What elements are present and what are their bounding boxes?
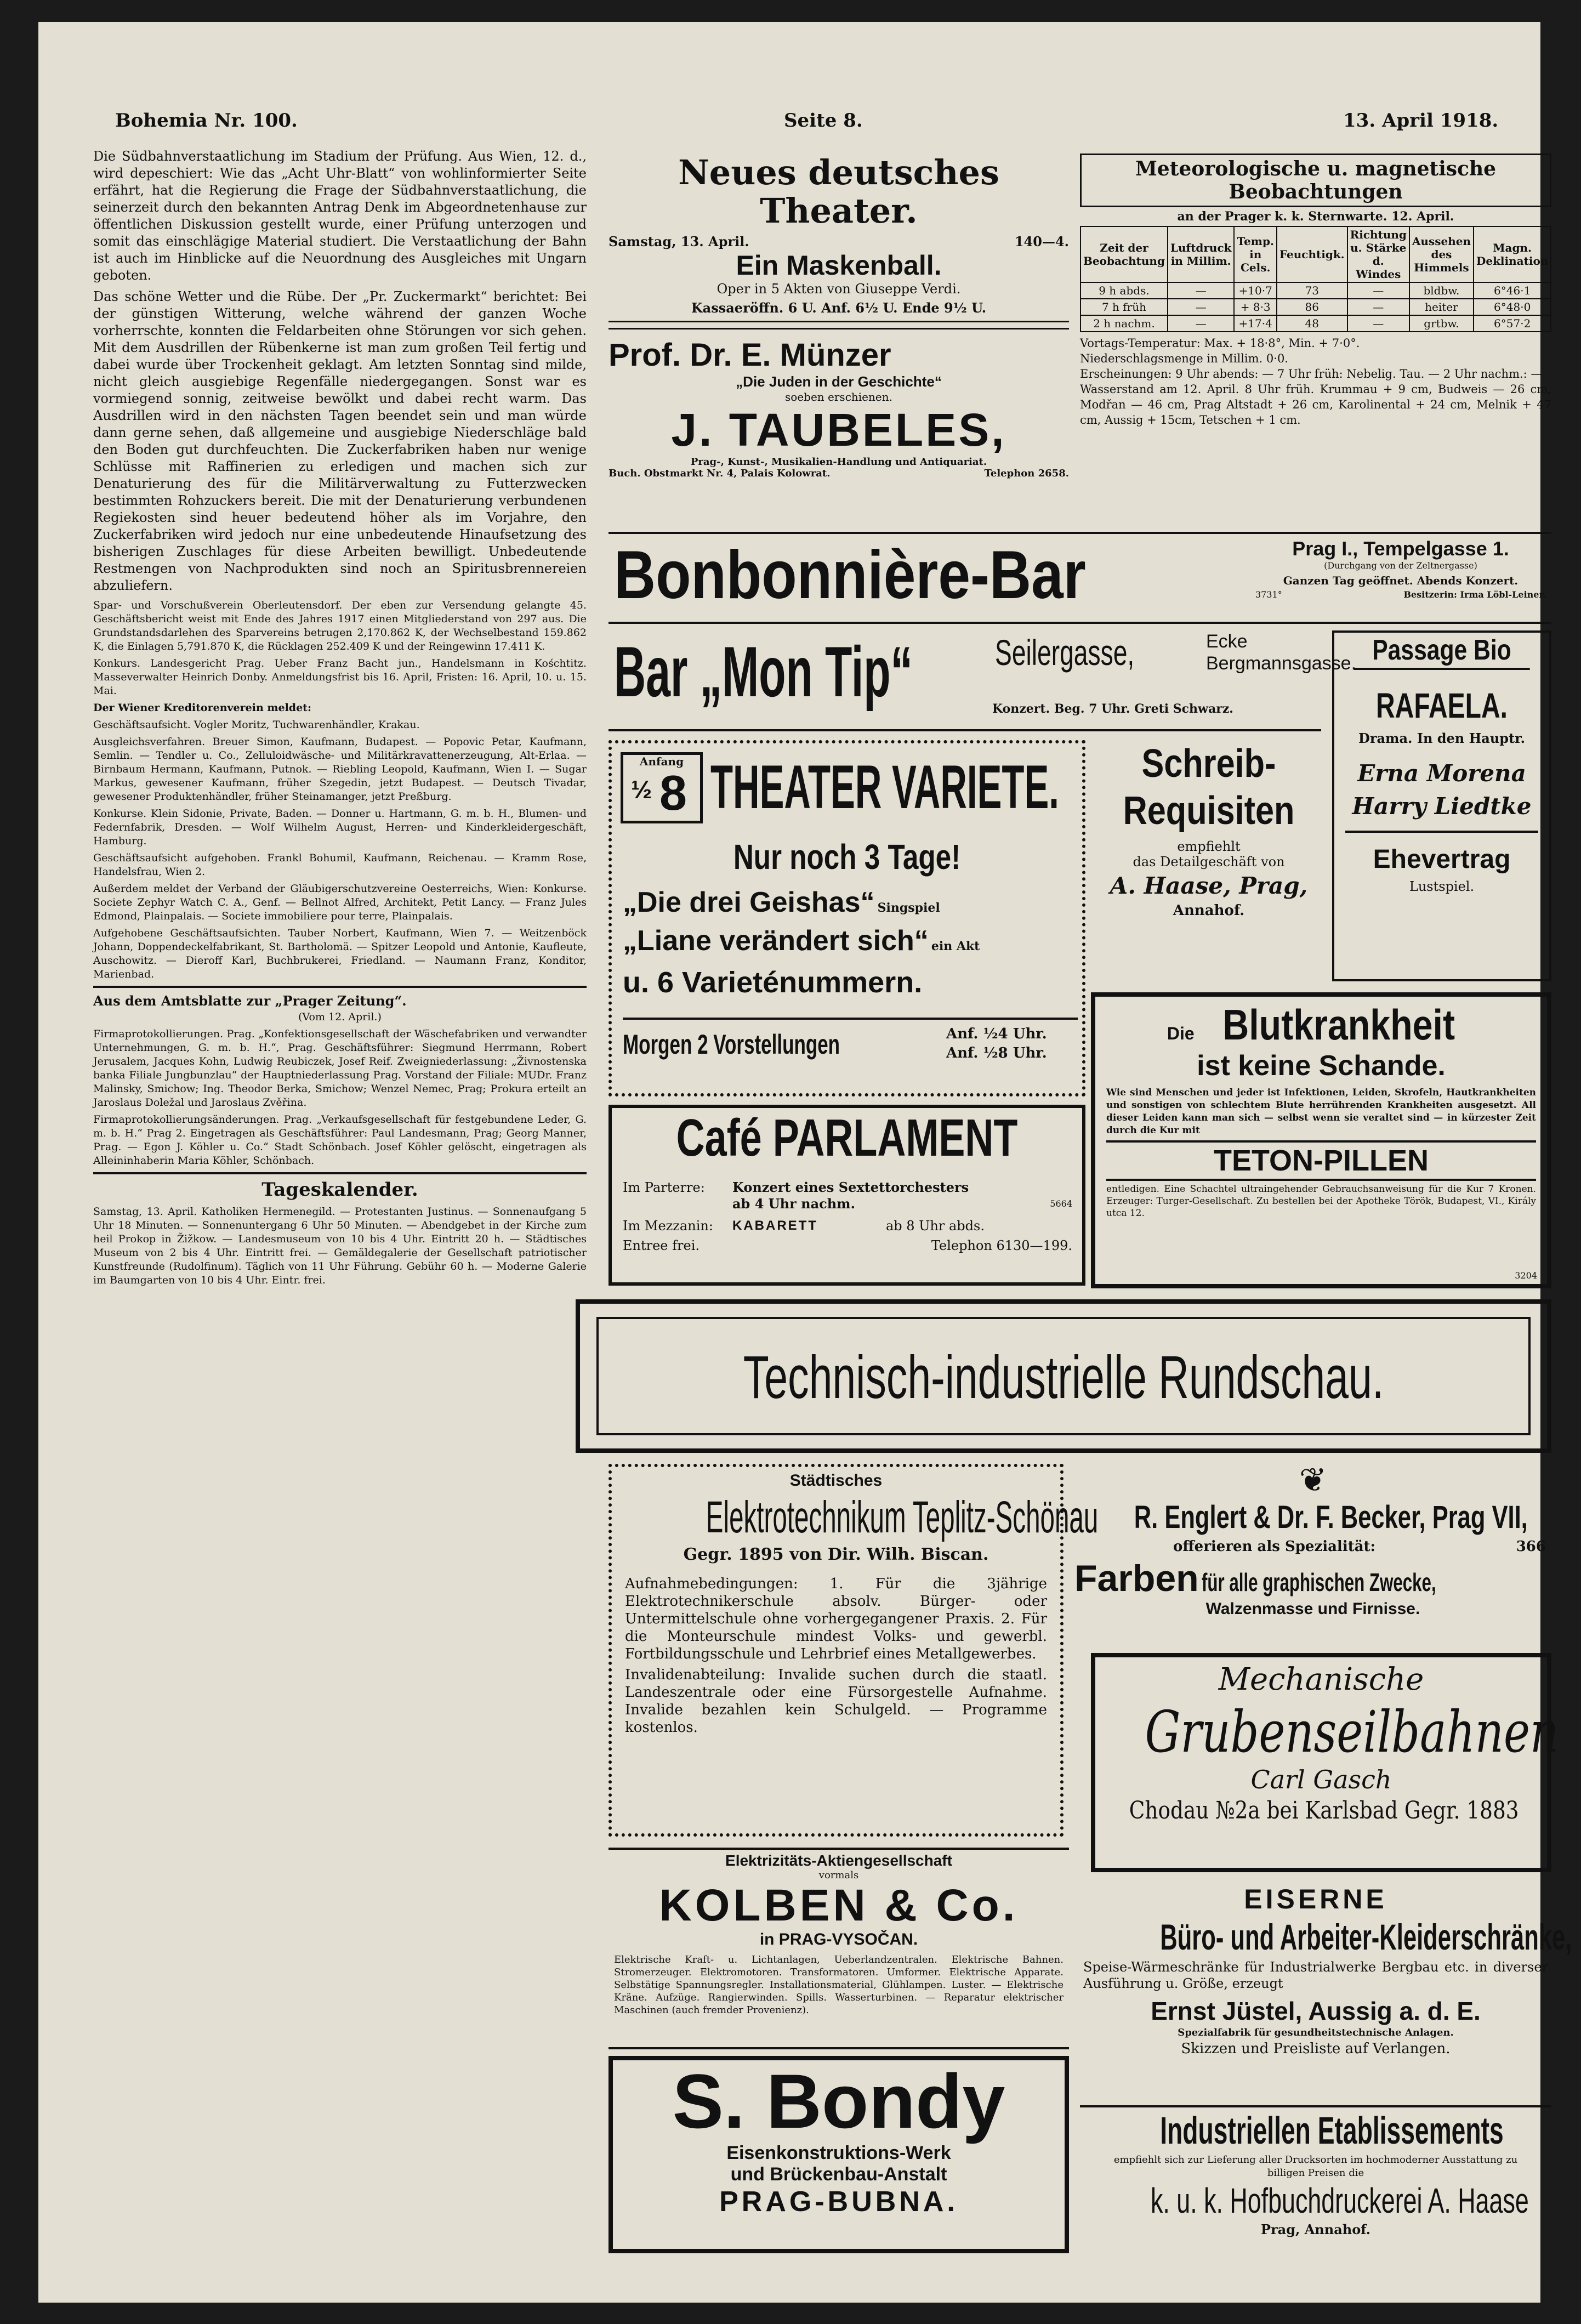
article-p8: Konkurse. Klein Sidonie, Private, Baden. — Donner u. Hartmann, G. m. b. H., Blumen- und Federnfabrik, Dresden. — Wolf Wilhelm August, Herren- und Kinderkleidergeschäft, Hamburg. [93, 808, 587, 847]
section-heading-amtsblatt: Aus dem Amtsblatte zur „Prager Zeitung“. [93, 993, 407, 1009]
table-cell: — [1347, 315, 1409, 332]
meteo-col-header: Zeit der Beobachtung [1080, 226, 1168, 282]
schreib-rec: empfiehlt [1177, 839, 1241, 854]
article-p4: Konkurs. Landesgericht Prag. Ueber Franz Bacht jun., Handelsmann in Kośchtitz. Masseverwalter Heinrich Donby. Anmeldungsfrist bis 16. April, Fristen: 16. April, 10. u. 15. Mai. [93, 657, 587, 697]
elektro-body2: Invalidenabteilung: Invalide suchen durch die staatl. Landeszentrale oder eine Fürsorgestelle Aufnahme. Invalide bezahlen kein Schulgeld. — Programme kostenlos. [625, 1667, 1047, 1736]
ad-blutkrankheit [1091, 992, 1551, 1288]
parlament-name: Café PARLAMENT [676, 1109, 1018, 1167]
bonbonniere-address: Prag I., Tempelgasse 1. [1292, 537, 1509, 560]
table-cell: 86 [1277, 299, 1347, 315]
gruben-address: Chodau №2a bei Karlsbad Gegr. 1883 [1129, 1797, 1519, 1825]
meteo-col-header: Magn. Deklination [1474, 226, 1551, 282]
table-cell: — [1168, 315, 1235, 332]
passage-genre: Drama. In den Hauptr. [1358, 730, 1525, 746]
article-p14: Samstag, 13. April. Katholiken Hermenegild. — Protestanten Justinus. — Sonnenaufgang 5 Uhr 18 Minuten. — Sonnenuntergang 6 Uhr 50 Minuten. — Abendgebet in der Kirche zum heil Prokop in Žižkow. — Landesmuseum von 10 bis 4 Uhr. Eintritt 20 h. — Städtisches Museum von 2 bis 4 Uhr. Eintritt frei. — Gemäldegalerie der Gesellschaft patriotischer Kunstfreunde (Rudolfinum). Täglich von 11 Uhr Führung. Gebühr 60 h. — Moderne Galerie im Baumgarten von 10 bis 4 Uhr. Eintr. frei. [93, 1206, 587, 1286]
eiserne-foot: Skizzen und Preisliste auf Verlangen. [1181, 2041, 1451, 2057]
table-cell: 2 h nachm. [1080, 315, 1168, 332]
meteo-note: Niederschlagsmenge in Millim. 0·0. [1080, 352, 1288, 365]
meteo-note: Wasserstand am 12. April. 8 Uhr früh. Krummau + 9 cm, Budweis — 26 cm, Modřan — 46 cm, Prag Altstadt + 26 cm, Karolinental + 24 cm, Melnik + 47 cm, Aussig + 15cm, Tetschen + 1 cm. [1080, 383, 1551, 427]
bondy-place: PRAG-BUBNA. [719, 2186, 958, 2218]
ad-englert [1074, 1461, 1551, 1645]
article-p9: Geschäftsaufsicht aufgehoben. Frankl Bohumil, Kaufmann, Reichenau. — Kramm Rose, Handelsfrau, Wien 2. [93, 852, 587, 878]
kolben-pre: Elektrizitäts-Aktiengesellschaft [725, 1852, 952, 1869]
theater-play: Ein Maskenball. [736, 250, 942, 281]
englert-offer: offerieren als Spezialität: [1173, 1538, 1376, 1555]
theater-title: Neues deutsches Theater. [678, 152, 999, 231]
blut-text1: Wie sind Menschen und jeder ist Infektionen, Leiden, Skrofeln, Hautkrankheiten und sonstigen von schlechtem Blute herrührenden Krankheiten ausgesetzt. All dieser Leiden kann man sich — selbst wenn sie veraltet sind — in kürzester Zeit durch die Kur mit [1106, 1087, 1536, 1136]
table-cell: grtbw. [1409, 315, 1474, 332]
haase-name: k. u. k. Hofbuchdruckerei A. Haase [1151, 2181, 1529, 2220]
meteo-col-header: Luftdruck in Millim. [1168, 226, 1235, 282]
parlament-row1-time: ab 4 Uhr nachm. [732, 1196, 855, 1212]
munzer-desc: Prag-, Kunst-, Musikalien-Handlung und Antiquariat. [690, 456, 987, 468]
meteo-title: Meteorologische u. magnetische Beobachtungen [1080, 154, 1551, 207]
englert-number: 366 [1516, 1538, 1546, 1555]
table-cell: — [1347, 282, 1409, 299]
passage-film2: Ehevertrag [1373, 845, 1511, 874]
englert-product2: Walzenmasse und Firnisse. [1205, 1600, 1420, 1618]
variete-time2: Anf. ½8 Uhr. [946, 1045, 1047, 1061]
bondy-name: S. Bondy [672, 2058, 1005, 2144]
bonbonniere-name: Bonbonnière-Bar [614, 537, 1086, 613]
montip-info: Konzert. Beg. 7 Uhr. Greti Schwarz. [992, 702, 1233, 716]
table-cell: 9 h abds. [1080, 282, 1168, 299]
theater-times: Kassaeröffn. 6 U. Anf. 6½ U. Ende 9½ U. [691, 300, 987, 316]
parlament-row1-text: Konzert eines Sextettorchesters [732, 1179, 969, 1195]
ad-variete [608, 740, 1085, 1096]
englert-product1b: für alle graphischen Zwecke, [1201, 1568, 1436, 1596]
elektro-pre: Städtisches [789, 1471, 883, 1490]
variete-time1: Anf. ½4 Uhr. [946, 1026, 1047, 1042]
eiserne-title2: Büro- und Arbeiter-Kleiderschränke, [1160, 1917, 1572, 1957]
table-row [1080, 282, 1551, 299]
meteo-note: Vortags-Temperatur: Max. + 18·8°, Min. + 7·0°. [1080, 337, 1360, 350]
ad-elektrotechnikum [608, 1464, 1099, 1837]
theater-number: 140—4. [1014, 234, 1069, 249]
bonbonniere-number: 3731° [1255, 589, 1282, 600]
parlament-telephone: Telephon 6130—199. [931, 1238, 1072, 1253]
table-row [1080, 315, 1551, 332]
variete-extra: u. 6 Varieténummern. [623, 966, 923, 999]
variete-run: Nur noch 3 Tage! [733, 837, 961, 877]
eiserne-title: EISERNE [1244, 1884, 1387, 1914]
table-cell: — [1168, 299, 1235, 315]
parlament-row2-label: Im Mezzanin: [623, 1218, 713, 1234]
ad-montip [608, 625, 1357, 731]
parlament-row3-text: Entree frei. [623, 1238, 699, 1253]
meteo-subtitle: an der Prager k. k. Sternwarte. 12. April. [1177, 209, 1454, 224]
variete-tomorrow: Morgen 2 Vorstellungen [623, 1029, 840, 1060]
ad-kolben [608, 1848, 1069, 2049]
bonbonniere-hours: Ganzen Tag geöffnet. Abends Konzert. [1283, 574, 1519, 587]
blut-number: 3204 [1515, 1270, 1537, 1281]
eiserne-name: Ernst Jüstel, Aussig a. d. E. [1151, 1997, 1481, 2025]
schreib-address: Annahof. [1173, 902, 1245, 919]
table-cell: bldbw. [1409, 282, 1474, 299]
ad-schreib [1091, 740, 1327, 981]
table-cell: — [1347, 299, 1409, 315]
theater-date: Samstag, 13. April. [608, 234, 749, 249]
bondy-line2: und Brückenbau-Anstalt [730, 2164, 947, 2185]
haase-body: empfiehlt sich zur Lieferung aller Drucksorten im hochmoderner Ausstattung zu billigen Preisen die [1113, 2154, 1518, 2179]
variete-show1: „Die drei Geishas“ [623, 887, 875, 918]
ad-bondy [608, 2056, 1069, 2253]
table-cell: heiter [1409, 299, 1474, 315]
ad-eiserne [1080, 1883, 1572, 2097]
divider [93, 986, 587, 988]
ad-bonbonniere [608, 532, 1551, 624]
schreib-title2: Requisiten [1123, 789, 1295, 833]
passage-title: Passage Bio [1353, 633, 1529, 670]
gruben-pre: Mechanische [1218, 1662, 1424, 1697]
haase-address: Prag, Annahof. [1260, 2221, 1371, 2237]
bondy-line1: Eisenkonstruktions-Werk [726, 2143, 951, 2163]
schreib-shop: das Detailgeschäft von [1133, 854, 1285, 870]
parlament-row1-number: 5664 [1050, 1198, 1072, 1209]
header-center: Seite 8. [784, 110, 863, 132]
elektro-title: Elektrotechnikum Teplitz-Schönau [706, 1492, 1099, 1542]
bonbonniere-owner: Besitzerin: Irma Löbl-Leiner. [1403, 589, 1546, 600]
article-p6: Geschäftsaufsicht. Vogler Moritz, Tuchwarenhändler, Krakau. [93, 719, 420, 731]
article-p5: Der Wiener Kreditorenverein meldet: [93, 702, 311, 714]
munzer-status: soeben erschienen. [785, 390, 892, 404]
article-column [93, 148, 587, 2264]
variete-anfang: Anfang [639, 755, 684, 768]
article-p12: Firmaprotokollierungen. Prag. „Konfektionsgesellschaft der Wäschefabriken und verwandter Unternehmungen, G. m. b. H.“, Prag. Geschäftsführer: Siegmund Herrmann, Robert Jerusalem, Jacques Kohn, Ludwig Reubiczek, Josef Reif. Zweigniederlassung: „Živnostenska banka Filiale Jungbunzlau“ der Hauptniederlassung Prag. Vorstand der Filiale: MUDr. Franz Malinsky, Smichow; Ing. Theodor Berka, Smichow; Wenzel Nemec, Prag; Prokura erteilt an Jaroslaus Doležal und Jaroslaus Zvěřina. [93, 1028, 587, 1109]
meteo-table [1080, 226, 1551, 332]
article-p7: Ausgleichsverfahren. Breuer Simon, Kaufmann, Budapest. — Popovic Petar, Kaufmann, Semlin. — Tendler u. Co., Zelluloidwäsche- und Militärkravattenerzeugung, Alt-Erlaa. — Birnbaum Hermann, Kaufmann, Putnok. — Riebling Leopold, Kaufmann, Wien I. — Sugar Markus, gewesener Kaufmann, früher Szegedin, jetzt Budapest. — Deutsch Tivadar, gewesener Produktenhändler, früher Steinamanger, jetzt Preßburg. [93, 736, 587, 803]
montip-name: Bar „Mon Tip“ [614, 632, 913, 712]
blut-subtitle: ist keine Schande. [1197, 1050, 1446, 1082]
section-heading-tageskalender: Tageskalender. [261, 1179, 418, 1201]
ad-technisch [576, 1299, 1551, 1453]
ad-parlament [608, 1105, 1085, 1286]
ad-munzer [608, 337, 1069, 513]
munzer-book: „Die Juden in der Geschichte“ [736, 373, 942, 390]
munzer-telephone: Telephon 2658. [984, 468, 1069, 479]
theater-subtitle: Oper in 5 Akten von Giuseppe Verdi. [716, 281, 961, 297]
ad-passage-bio [1332, 630, 1551, 981]
table-cell: — [1168, 282, 1235, 299]
table-cell: 73 [1277, 282, 1347, 299]
table-cell: +10·7 [1234, 282, 1276, 299]
meteo-notes [1080, 336, 1551, 428]
table-cell: + 8·3 [1234, 299, 1276, 315]
header-right: 13. April 1918. [1343, 110, 1499, 132]
munzer-address: Buch. Obstmarkt Nr. 4, Palais Kolowrat. [608, 468, 831, 479]
eiserne-spec: Spezialfabrik für gesundheitstechnische Anlagen. [1178, 2027, 1454, 2038]
eagle-icon: ❦ [1299, 1461, 1327, 1499]
passage-genre2: Lustspiel. [1409, 879, 1475, 894]
montip-street: Seilergasse, [995, 632, 1135, 673]
kolben-body: Elektrische Kraft- u. Lichtanlagen, Ueberlandzentralen. Elektrische Bahnen. Stromerzeuger. Elektromotoren. Transformatoren. Umformer. Elektrische Apparate. Selbstätige Spannungsregler. Installationsmaterial, Glühlampen. Luster. — Elektrische Kräne. Aufzüge. Rangierwinden. Spills. Wasserturbinen. — Reparatur elektrischer Maschinen (auch fremder Provenienz). [614, 1954, 1064, 2016]
gruben-name: Carl Gasch [1250, 1765, 1392, 1794]
article-p3: Spar- und Vorschußverein Oberleutensdorf. Der eben zur Versendung gelangte 45. Geschäftsbericht weist mit Ende des Jahres 1917 einen Mitgliederstand von 297 aus. Die Grundstandsdarlehen des Sparvereins betrugen 2,170.862 K, der Wechselbestand 159.862 K, die Einlagen 5,791.870 K, die Rücklagen 252.409 K und der Reingewinn 17.411 K. [93, 599, 587, 652]
header-left: Bohemia Nr. 100. [115, 110, 298, 132]
meteo-report [1080, 154, 1551, 526]
ad-grubenseilbahnen [1091, 1653, 1559, 1872]
article-p2: Das schöne Wetter und die Rübe. Der „Pr. Zuckermarkt“ berichtet: Bei der günstigen Witterung, welche während der ganzen Woche vorherrschte, konnten die Feldarbeiten ohne Störungen vor sich gehen. Mit dem Ausdrillen der Rübenkerne ist man zum großen Teil fertig und dabei wurde über Trockenheit geklagt. Am letzten Sonntag sind milde, nicht gleich ausgiebige Regenfälle niedergegangen. Sonst war es vormiegend sonnig, zeitweise bewölkt und dabei recht warm. Das Ausdrillen wird in den nächsten Tagen beendet sein und man würde dann gerne sehen, daß allgemeine und ausgiebige Niederschläge bald den Boden gut durchfeuchten. Die Zuckerfabriken haben nur wenige Schlüsse mit Raffinerien zu erledigen und machen sich zur Denaturierung des für die Militärverwaltung zu Futterzwecken bestimmten Rohzuckers bereit. Die mit der Denaturierung verbundenen Regiekosten sind heuer bedeutend höher als im Vorjahre, den Zuckerfabriken wird jedoch nur eine unbedeutende Hinaufsetzung des bisherigen Zuschlages für diese Arbeiten bewilligt. Unbedeutende Restmengen von Nachprodukten sind noch an Spiritusbrennereien abzuliefern. [93, 289, 587, 593]
meteo-col-header: Temp. in Cels. [1234, 226, 1276, 282]
variete-title: THEATER VARIETE. [710, 753, 1059, 821]
article-p1: Die Südbahnverstaatlichung im Stadium der Prüfung. Aus Wien, 12. d., wird depeschiert: Wie das „Acht Uhr-Blatt“ von wohlinformierter Seite erfährt, hat die Regierung die Frage der Südbahnverstaatlichung, die seinerzeit durch den bekannten Antrag Denk im Abgeordnetenhause zur öffentlichen Diskussion gestellt wurde, einer Prüfung unterzogen und somit das einschlägige Material studiert. Die Verstaatlichung der Bahn ist auch im Hinblicke auf die Neuordnung des Ausgleiches mit Ungarn geboten. [93, 149, 587, 283]
variete-show2-type: ein Akt [931, 939, 980, 953]
passage-film: RAFAELA. [1376, 686, 1508, 725]
blut-product: TETON-PILLEN [1106, 1140, 1536, 1181]
variete-time: 8 [659, 766, 687, 821]
elektro-body: Aufnahmebedingungen: 1. Für die 3jährige Elektrotechnikerschule absolv. Bürger- oder Untermittelschule ohne vorhergegangener Praxis. 2. Für die Monteurschule mindest Volks- und gewerbl. Fortbildungsschule und Lehrbrief eines Metallgewerbes. [625, 1576, 1047, 1662]
table-cell: 6°48·0 [1474, 299, 1551, 315]
divider [93, 1172, 587, 1174]
variete-show2: „Liane verändert sich“ [623, 925, 929, 957]
article-p11: Aufgehobene Geschäftsaufsichten. Tauber Norbert, Kaufmann, Wien 7. — Weitzenböck Johann, Doppendeckelfabrikant, St. Bartholomä. — Spitzer Leopold und Antonie, Kaufleute, Auschowitz. — Dieroff Karl, Buchbrukerei, Friedland. — Naumann Franz, Konditor, Marienbad. [93, 927, 587, 980]
variete-show1-type: Singspiel [877, 901, 940, 915]
divider [623, 1018, 1078, 1020]
schreib-name: A. Haase, Prag, [1110, 872, 1308, 899]
table-cell: 6°57·2 [1474, 315, 1551, 332]
munzer-publisher: J. TAUBELES, [671, 404, 1006, 456]
technisch-title: Technisch-industrielle Rundschau. [743, 1344, 1384, 1411]
elektro-gegr: Gegr. 1895 von Dir. Wilh. Biscan. [683, 1545, 989, 1564]
montip-corner: Ecke Bergmannsgasse. [1206, 631, 1357, 674]
munzer-author: Prof. Dr. E. Münzer [608, 337, 891, 373]
variete-start-box [621, 752, 703, 823]
meteo-col-header: Richtung u. Stärke d. Windes [1347, 226, 1409, 282]
newspaper-page [38, 22, 1572, 2303]
table-cell: 7 h früh [1080, 299, 1168, 315]
blut-text2: entledigen. Eine Schachtel ultraingehender Gebrauchsanweisung für die Kur 7 Kronen. Erzeuger: Turger-Gesellschaft. Zu bestellen bei der Apotheke Török, Budapest, VI., Király utca 12. [1106, 1184, 1536, 1219]
article-p10: Außerdem meldet der Verband der Gläubigerschutzvereine Oesterreichs, Wien: Konkurse. Societe Zephyr Watch C. A., Genf. — Bellnot Alfred, Architekt, Petit Lancy. — Franz Jules Edmond, Plainpalais. — Societe immobiliere pour terre, Plainpalais. [93, 883, 587, 922]
meteo-note: Erscheinungen: 9 Uhr abends: — 7 Uhr früh: Nebelig. Tau. — 2 Uhr nachm.: — [1080, 367, 1543, 380]
divider [1345, 831, 1538, 833]
blut-die: Die [1167, 1024, 1195, 1043]
parlament-row2-time: ab 8 Uhr abds. [886, 1218, 985, 1234]
table-cell: 48 [1277, 315, 1347, 332]
table-cell: 6°46·1 [1474, 282, 1551, 299]
variete-time-fraction: ½ [631, 775, 652, 804]
passage-actor1: Erna Morena [1357, 760, 1526, 787]
haase-title: Industriellen Etablissements [1160, 2109, 1504, 2152]
kolben-vormals: vormals [818, 1870, 859, 1881]
schreib-title1: Schreib- [1141, 742, 1276, 786]
parlament-row2-text: KABARETT [732, 1218, 818, 1233]
parlament-row1-label: Im Parterre: [623, 1180, 705, 1195]
ad-haase [1080, 2105, 1551, 2266]
meteo-col-header: Feuchtigk. [1277, 226, 1347, 282]
table-row [1080, 299, 1551, 315]
blut-title: Blutkrankheit [1222, 1001, 1455, 1049]
section-subheading: (Vom 12. April.) [298, 1011, 382, 1023]
meteo-col-header: Aussehen des Himmels [1409, 226, 1474, 282]
article-p13: Firmaprotokollierungsänderungen. Prag. „Verkaufsgesellschaft für festgebundene Leder, G. m. b. H.“ Prag 2. Eingetragen als Geschäftsführer: Paul Landesmann, Prag; Georg Manner, Prag. — Egon J. Köhler u. Co.“ Stadt Schönbach. Josef Köhler gelöscht, eingetragen als Alleininhaberin Maria Köhler, Schönbach. [93, 1113, 587, 1167]
passage-actor2: Harry Liedtke [1352, 793, 1532, 820]
divider [608, 321, 1069, 329]
table-cell: +17·4 [1234, 315, 1276, 332]
englert-product1: Farben [1074, 1558, 1199, 1599]
kolben-name: KOLBEN & Co. [659, 1880, 1019, 1930]
englert-name: R. Englert & Dr. F. Becker, Prag VII, [1134, 1499, 1528, 1535]
ad-theater [608, 152, 1069, 316]
eiserne-body: Speise-Wärmeschränke für Industrialwerke Bergbau etc. in diverser Ausführung u. Größe, erzeugt [1083, 1959, 1548, 1991]
kolben-place: in PRAG-VYSOČAN. [759, 1930, 918, 1948]
gruben-title: Grubenseilbahnen [1145, 1698, 1559, 1765]
bonbonniere-via: (Durchgang von der Zeltnergasse) [1324, 560, 1477, 571]
